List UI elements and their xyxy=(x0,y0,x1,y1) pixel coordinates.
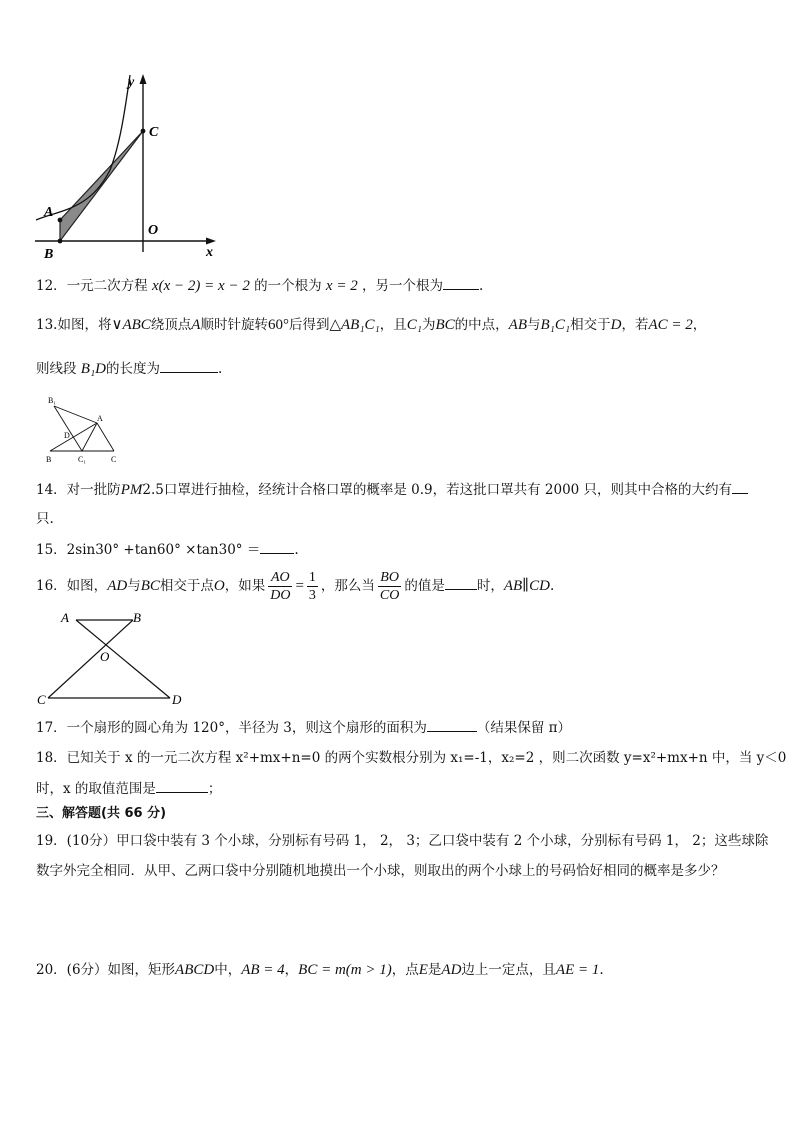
question-18-line2: 时，x 的取值范围是 ； xyxy=(36,778,221,799)
segment-ac xyxy=(97,423,114,451)
segment-b1c1 xyxy=(54,406,82,451)
point-b xyxy=(58,239,63,244)
answer-blank-14[interactable] xyxy=(732,479,748,494)
q16-figure xyxy=(34,606,190,708)
answer-blank-15[interactable] xyxy=(260,539,294,554)
question-20: 20．(6分）如图，矩形ABCD中，AB = 4，BC = m(m > 1)，点E是AD边上一定点，且AE = 1. xyxy=(36,962,604,978)
label-c: C xyxy=(111,455,117,464)
fraction-one-third: $\frac{1}{3}$ xyxy=(308,570,316,603)
label-a: A xyxy=(97,414,103,423)
label-o: O xyxy=(148,223,159,238)
label-x: x xyxy=(206,245,213,260)
label-d: D xyxy=(64,431,70,440)
answer-blank-13[interactable] xyxy=(160,358,218,373)
question-14-line2: 只. xyxy=(36,511,54,527)
answer-blank-12[interactable] xyxy=(443,275,479,290)
label-b: B xyxy=(133,610,141,625)
label-o: O xyxy=(100,649,110,664)
question-18: 18．已知关于 x 的一元二次方程 x²+mx+n=0 的两个实数根分别为 x₁=-1，x₂=2 ，则二次函数 y=x²+mx+n 中，当 y＜0 xyxy=(36,750,787,766)
answer-blank-17[interactable] xyxy=(427,717,477,732)
question-12: 12．一元二次方程 x(x − 2) = x − 2 的一个根为 x = 2 ，另一个根为 . xyxy=(36,275,483,296)
question-17: 17．一个扇形的圆心角为 120°，半径为 3，则这个扇形的面积为 （结果保留 π） xyxy=(36,717,571,738)
question-16: 16．如图，AD与BC相交于点O，如果 $\frac{AO}{DO}$ = $\frac{1}{3}$ ，那么当 $\frac{BO}{CO}$ 的值是 时，AB∥CD. xyxy=(36,570,555,603)
q13-figure xyxy=(40,393,130,467)
fraction-bo-co: $\frac{BO}{CO}$ xyxy=(379,570,400,603)
fraction-ao-do: $\frac{AO}{DO}$ xyxy=(270,570,291,603)
point-c xyxy=(141,129,146,134)
answer-blank-18[interactable] xyxy=(156,778,208,793)
label-b: B xyxy=(46,455,52,464)
question-19: 19．(10分）甲口袋中装有 3 个小球，分别标有号码 1， 2， 3；乙口袋中装有 2 个小球，分别标有号码 1， 2；这些球除 xyxy=(36,833,769,849)
section-heading: 三、解答题(共 66 分) xyxy=(36,806,167,821)
shaded-triangle xyxy=(60,131,143,241)
question-19-line2: 数字外完全相同．从甲、乙两口袋中分别随机地摸出一个小球，则取出的两个小球上的号码恰好相同的概率是多少？ xyxy=(36,863,725,879)
y-axis-arrow xyxy=(140,74,147,84)
question-13-line2: 则线段 B₁D的长度为 . xyxy=(36,358,222,379)
question-13: 13.如图，将∨ABC绕顶点A顺时针旋转60°后得到△AB₁C₁，且C₁为BC的中点，AB与B₁C₁相交于D，若AC = 2， xyxy=(36,317,707,333)
label-a: A xyxy=(44,205,54,220)
label-c: C xyxy=(149,125,159,140)
label-d: D xyxy=(172,692,182,707)
label-y: y xyxy=(128,75,135,90)
question-15: 15．2sin30° +tan60° ×tan30° ＝ . xyxy=(36,539,299,560)
label-b: B xyxy=(44,247,54,260)
answer-blank-16[interactable] xyxy=(445,575,477,590)
point-a xyxy=(58,218,63,223)
label-b1: B₁ xyxy=(48,396,57,405)
x-axis-arrow xyxy=(206,238,216,245)
q11-figure xyxy=(30,70,230,260)
label-c: C xyxy=(37,692,46,707)
label-a: A xyxy=(61,610,69,625)
question-14: 14．对一批防PM2.5口罩进行抽检，经统计合格口罩的概率是 0.9，若这批口罩共有 2000 只，则其中合格的大约有 xyxy=(36,479,748,500)
label-c1: C₁ xyxy=(78,455,87,464)
segment-ab1 xyxy=(54,406,97,423)
